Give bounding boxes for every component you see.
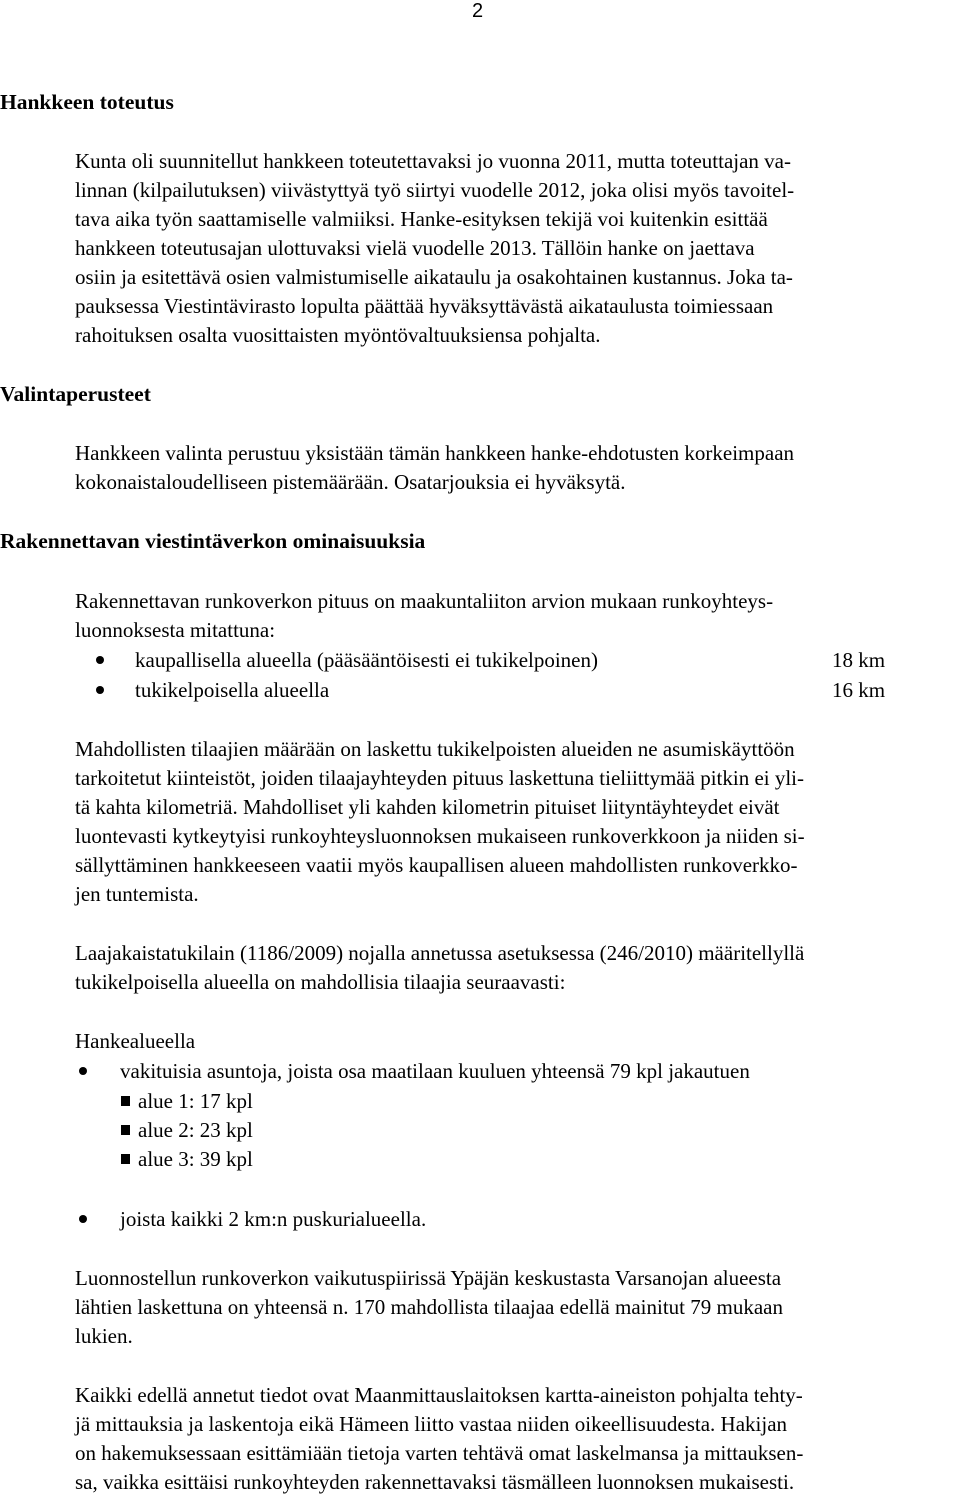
heading-valintaperusteet: Valintaperusteet <box>0 382 151 406</box>
paragraph-line: Kunta oli suunnitellut hankkeen toteutettavaksi jo vuonna 2011, mutta toteuttajan va- <box>75 149 791 173</box>
list-item-value: 16 km <box>832 678 886 702</box>
list-item-label: vakituisia asuntoja, joista osa maatilaan kuuluen yhteensä 79 kpl jakautuen <box>120 1059 750 1083</box>
paragraph-line: luonnoksesta mitattuna: <box>75 618 276 642</box>
paragraph-line: Laajakaistatukilain (1186/2009) nojalla annetussa asetuksessa (246/2010) määritellyllä <box>75 941 805 965</box>
paragraph-line: luontevasti kytkeytyisi runkoyhteysluonnoksen mukaiseen runkoverkkoon ja niiden si- <box>75 824 805 848</box>
paragraph-line: lukien. <box>75 1324 133 1348</box>
heading-ominaisuuksia: Rakennettavan viestintäverkon ominaisuuksia <box>0 529 426 553</box>
hankealue-label: Hankealueella <box>75 1029 196 1053</box>
paragraph-line: linnan (kilpailutuksen) viivästyttyä työ siirtyi vuodelle 2012, joka olisi myös tavoitel- <box>75 178 795 202</box>
paragraph-line: jen tuntemista. <box>75 882 199 906</box>
paragraph-line: pauksessa Viestintävirasto lopulta päättää hyväksyttävästä aikataulusta toimiessaan <box>75 294 774 318</box>
paragraph-line: sällyttäminen hankkeeseen vaatii myös kaupallisen alueen mahdollisten runkoverkko- <box>75 853 798 877</box>
list-item-label: alue 2: 23 kpl <box>138 1118 253 1142</box>
paragraph-line: tukikelpoisella alueella on mahdollisia tilaajia seuraavasti: <box>75 970 566 994</box>
paragraph-line: Mahdollisten tilaajien määrään on laskettu tukikelpoisten alueiden ne asumiskäyttöön <box>75 737 795 761</box>
paragraph-line: kokonaistaloudelliseen pistemäärään. Osatarjouksia ei hyväksytä. <box>75 470 626 494</box>
paragraph-line: rahoituksen osalta vuosittaisten myöntövaltuuksiensa pohjalta. <box>75 323 601 347</box>
paragraph-line: tä kahta kilometriä. Mahdolliset yli kahden kilometrin pituiset liityntäyhteydet eivät <box>75 795 780 819</box>
list-item-label: kaupallisella alueella (pääsääntöisesti ei tukikelpoinen) <box>135 648 598 672</box>
square-bullet-icon <box>121 1125 130 1135</box>
list-item-label: joista kaikki 2 km:n puskurialueella. <box>120 1207 427 1231</box>
paragraph-line: osiin ja esitettävä osien valmistumiselle aikataulu ja osakohtainen kustannus. Joka ta- <box>75 265 793 289</box>
paragraph-line: lähtien laskettuna on yhteensä n. 170 mahdollista tilaajaa edellä mainitut 79 mukaan <box>75 1295 783 1319</box>
paragraph-line: Rakennettavan runkoverkon pituus on maakuntaliiton arvion mukaan runkoyhteys- <box>75 589 774 613</box>
bullet-icon <box>79 1215 87 1223</box>
page-number: 2 <box>472 0 484 22</box>
list-item-label: alue 3: 39 kpl <box>138 1147 253 1171</box>
paragraph-line: tarkoitetut kiinteistöt, joiden tilaajayhteyden pituus laskettuna tieliittymää pitkin ei yli- <box>75 766 805 790</box>
square-bullet-icon <box>121 1096 130 1106</box>
paragraph-line: Kaikki edellä annetut tiedot ovat Maanmittauslaitoksen kartta-aineiston pohjalta tehty- <box>75 1383 803 1407</box>
bullet-icon <box>96 686 104 694</box>
square-bullet-icon <box>121 1154 130 1164</box>
bullet-icon <box>96 656 104 664</box>
paragraph-line: tava aika työn saattamiselle valmiiksi. Hanke-esityksen tekijä voi kuitenkin esittää <box>75 207 768 231</box>
paragraph-line: hankkeen toteutusajan ulottuvaksi vielä vuodelle 2013. Tällöin hanke on jaettava <box>75 236 755 260</box>
paragraph-line: Luonnostellun runkoverkon vaikutuspiirissä Ypäjän keskustasta Varsanojan alueesta <box>75 1266 782 1290</box>
list-item-value: 18 km <box>832 648 886 672</box>
paragraph-line: on hakemuksessaan esittämiään tietoja varten tehtävä omat laskelmansa ja mittauksen- <box>75 1441 804 1465</box>
heading-toteutus: Hankkeen toteutus <box>0 90 174 114</box>
paragraph-line: jä mittauksia ja laskentoja eikä Hämeen liitto vastaa niiden oikeellisuudesta. Hakijan <box>75 1412 788 1436</box>
list-item-label: tukikelpoisella alueella <box>135 678 330 702</box>
paragraph-line: sa, vaikka esittäisi runkoyhteyden rakennettavaksi täsmälleen luonnoksen mukaisesti. <box>75 1470 795 1494</box>
bullet-icon <box>79 1067 87 1075</box>
paragraph-line: Hankkeen valinta perustuu yksistään tämän hankkeen hanke-ehdotusten korkeimpaan <box>75 441 795 465</box>
list-item-label: alue 1: 17 kpl <box>138 1089 253 1113</box>
